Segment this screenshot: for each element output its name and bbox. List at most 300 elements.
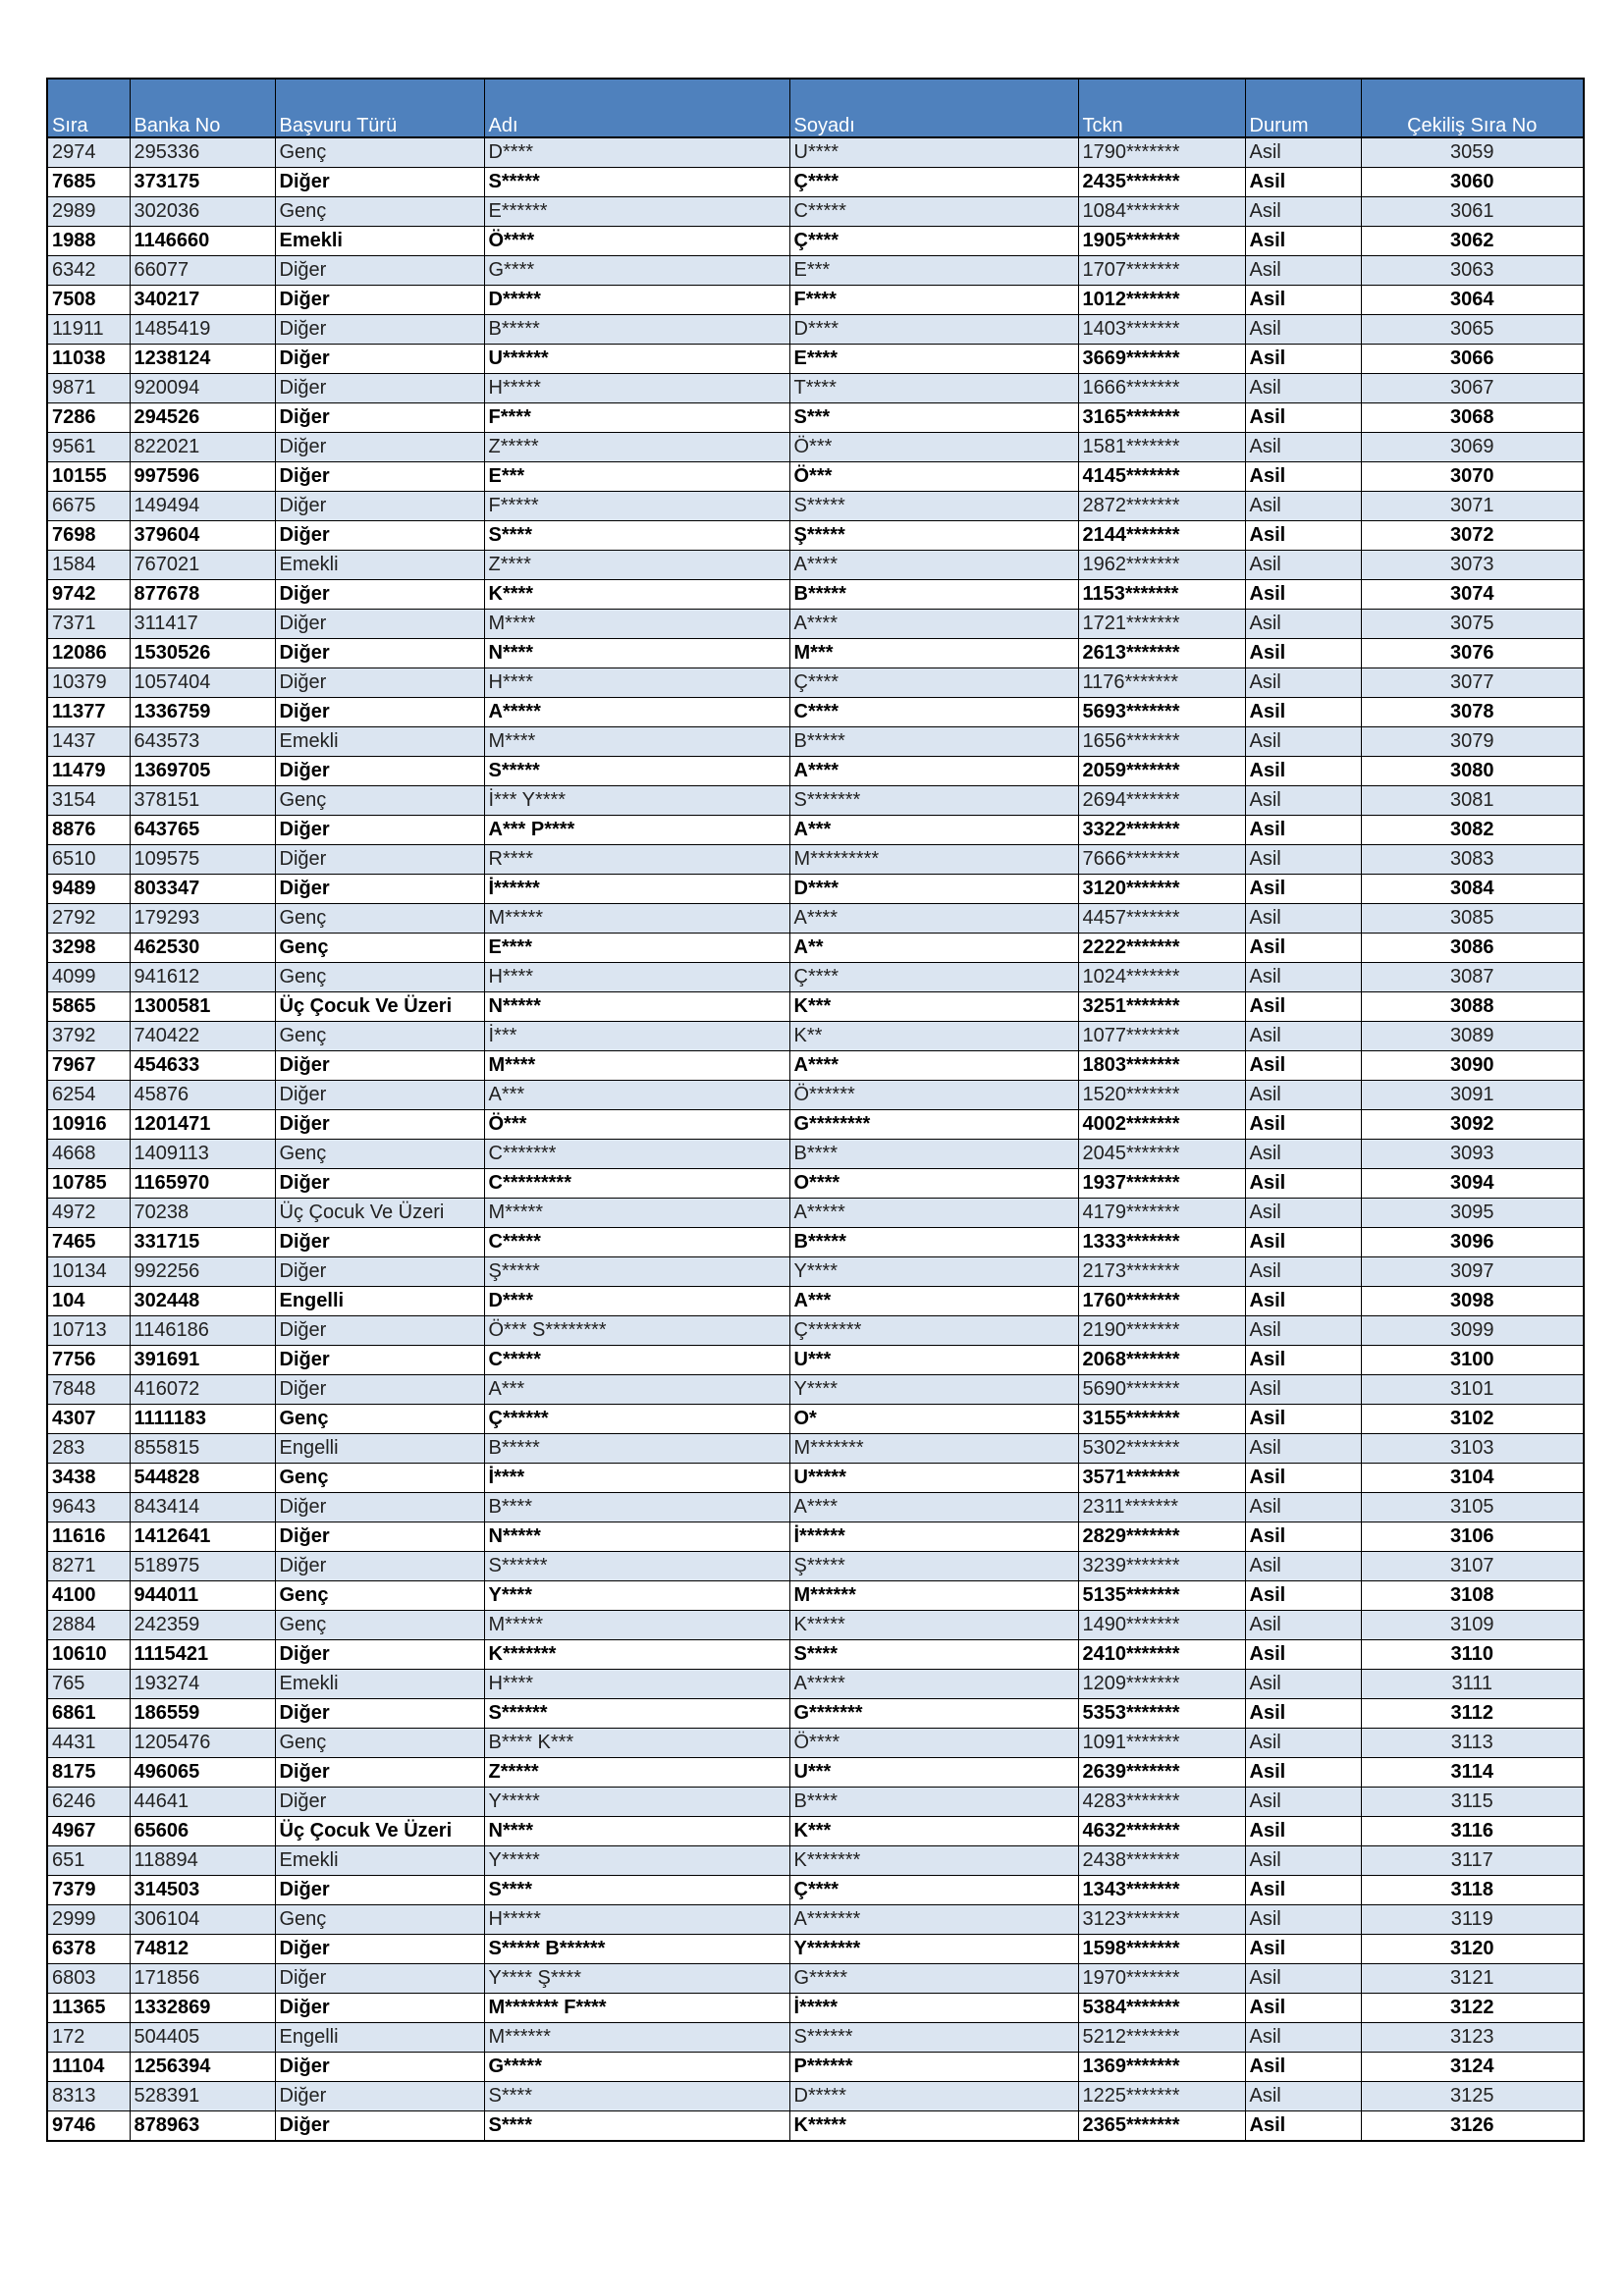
cell-tckn: 5384*******: [1078, 1994, 1245, 2023]
cell-cekilis-sira-no: 3113: [1361, 1729, 1584, 1758]
table-row: [47, 845, 1584, 875]
table-row: [47, 1110, 1584, 1140]
cell-cekilis-sira-no: 3080: [1361, 757, 1584, 786]
cell-soyadi: K*******: [789, 1846, 1078, 1876]
cell-basvuru-turu: Genç: [275, 1022, 484, 1051]
cell-sira: 8271: [47, 1552, 130, 1581]
cell-soyadi: M******: [789, 1581, 1078, 1611]
cell-durum: Asil: [1245, 551, 1361, 580]
cell-durum: Asil: [1245, 1493, 1361, 1522]
cell-soyadi: Ş*****: [789, 1552, 1078, 1581]
results-table: [46, 78, 1585, 2142]
cell-durum: Asil: [1245, 1522, 1361, 1552]
cell-cekilis-sira-no: 3065: [1361, 315, 1584, 345]
cell-adi: F*****: [484, 492, 789, 521]
cell-tckn: 5135*******: [1078, 1581, 1245, 1611]
cell-cekilis-sira-no: 3083: [1361, 845, 1584, 875]
cell-basvuru-turu: Engelli: [275, 1434, 484, 1464]
cell-cekilis-sira-no: 3093: [1361, 1140, 1584, 1169]
cell-sira: 10379: [47, 668, 130, 698]
cell-durum: Asil: [1245, 845, 1361, 875]
cell-adi: G*****: [484, 2053, 789, 2082]
cell-sira: 6246: [47, 1788, 130, 1817]
cell-basvuru-turu: Diğer: [275, 1935, 484, 1964]
cell-basvuru-turu: Diğer: [275, 433, 484, 462]
cell-basvuru-turu: Diğer: [275, 1758, 484, 1788]
cell-adi: H****: [484, 668, 789, 698]
cell-adi: Ş*****: [484, 1257, 789, 1287]
cell-soyadi: A**: [789, 934, 1078, 963]
cell-soyadi: Ö******: [789, 1081, 1078, 1110]
cell-tckn: 1369*******: [1078, 2053, 1245, 2082]
cell-adi: S******: [484, 1699, 789, 1729]
cell-durum: Asil: [1245, 1935, 1361, 1964]
cell-soyadi: Ö***: [789, 433, 1078, 462]
cell-banka-no: 379604: [130, 521, 275, 551]
cell-durum: Asil: [1245, 1434, 1361, 1464]
cell-basvuru-turu: Diğer: [275, 1699, 484, 1729]
cell-tckn: 2410*******: [1078, 1640, 1245, 1670]
cell-soyadi: B*****: [789, 727, 1078, 757]
cell-banka-no: 1369705: [130, 757, 275, 786]
cell-adi: Ö***: [484, 1110, 789, 1140]
cell-sira: 2792: [47, 904, 130, 934]
cell-cekilis-sira-no: 3106: [1361, 1522, 1584, 1552]
cell-adi: H****: [484, 1670, 789, 1699]
table-row: [47, 610, 1584, 639]
cell-basvuru-turu: Diğer: [275, 639, 484, 668]
cell-adi: A***: [484, 1375, 789, 1405]
cell-durum: Asil: [1245, 1846, 1361, 1876]
cell-soyadi: U*****: [789, 1464, 1078, 1493]
table-row: [47, 315, 1584, 345]
cell-sira: 172: [47, 2023, 130, 2053]
cell-tckn: 2438*******: [1078, 1846, 1245, 1876]
cell-cekilis-sira-no: 3095: [1361, 1199, 1584, 1228]
cell-sira: 3792: [47, 1022, 130, 1051]
cell-soyadi: K*****: [789, 2111, 1078, 2142]
cell-durum: Asil: [1245, 1051, 1361, 1081]
cell-cekilis-sira-no: 3062: [1361, 227, 1584, 256]
cell-durum: Asil: [1245, 1905, 1361, 1935]
cell-cekilis-sira-no: 3090: [1361, 1051, 1584, 1081]
table-row: [47, 1464, 1584, 1493]
cell-soyadi: A*****: [789, 1199, 1078, 1228]
table-row: [47, 1758, 1584, 1788]
cell-sira: 10785: [47, 1169, 130, 1199]
cell-basvuru-turu: Diğer: [275, 492, 484, 521]
cell-banka-no: 1300581: [130, 992, 275, 1022]
cell-cekilis-sira-no: 3115: [1361, 1788, 1584, 1817]
cell-sira: 7756: [47, 1346, 130, 1375]
cell-cekilis-sira-no: 3104: [1361, 1464, 1584, 1493]
cell-durum: Asil: [1245, 1699, 1361, 1729]
column-header-adi: Adı: [484, 79, 789, 137]
cell-soyadi: O****: [789, 1169, 1078, 1199]
cell-tckn: 1024*******: [1078, 963, 1245, 992]
cell-soyadi: Ç****: [789, 1876, 1078, 1905]
cell-basvuru-turu: Diğer: [275, 2111, 484, 2142]
cell-adi: H*****: [484, 1905, 789, 1935]
cell-soyadi: Ç*******: [789, 1316, 1078, 1346]
table-row: [47, 492, 1584, 521]
cell-durum: Asil: [1245, 1994, 1361, 2023]
cell-sira: 9871: [47, 374, 130, 403]
cell-sira: 8876: [47, 816, 130, 845]
cell-basvuru-turu: Engelli: [275, 2023, 484, 2053]
cell-banka-no: 118894: [130, 1846, 275, 1876]
cell-soyadi: Y****: [789, 1375, 1078, 1405]
cell-adi: N****: [484, 639, 789, 668]
cell-cekilis-sira-no: 3124: [1361, 2053, 1584, 2082]
table-row: [47, 1257, 1584, 1287]
cell-sira: 9561: [47, 433, 130, 462]
cell-tckn: 1153*******: [1078, 580, 1245, 610]
cell-tckn: 3155*******: [1078, 1405, 1245, 1434]
cell-banka-no: 186559: [130, 1699, 275, 1729]
cell-adi: N*****: [484, 992, 789, 1022]
cell-basvuru-turu: Diğer: [275, 374, 484, 403]
cell-adi: U******: [484, 345, 789, 374]
cell-durum: Asil: [1245, 1552, 1361, 1581]
cell-durum: Asil: [1245, 492, 1361, 521]
table-row: [47, 1699, 1584, 1729]
cell-cekilis-sira-no: 3094: [1361, 1169, 1584, 1199]
cell-basvuru-turu: Diğer: [275, 1316, 484, 1346]
cell-durum: Asil: [1245, 1228, 1361, 1257]
table-row: [47, 1640, 1584, 1670]
cell-tckn: 2365*******: [1078, 2111, 1245, 2142]
cell-tckn: 3165*******: [1078, 403, 1245, 433]
cell-banka-no: 822021: [130, 433, 275, 462]
cell-tckn: 1962*******: [1078, 551, 1245, 580]
cell-durum: Asil: [1245, 315, 1361, 345]
cell-soyadi: P******: [789, 2053, 1078, 2082]
cell-soyadi: K**: [789, 1022, 1078, 1051]
table-row: [47, 639, 1584, 668]
cell-sira: 12086: [47, 639, 130, 668]
cell-durum: Asil: [1245, 1464, 1361, 1493]
cell-cekilis-sira-no: 3086: [1361, 934, 1584, 963]
cell-soyadi: U****: [789, 137, 1078, 168]
cell-basvuru-turu: Diğer: [275, 345, 484, 374]
cell-basvuru-turu: Diğer: [275, 1375, 484, 1405]
cell-adi: N*****: [484, 1522, 789, 1552]
cell-basvuru-turu: Diğer: [275, 1257, 484, 1287]
table-row: [47, 875, 1584, 904]
cell-durum: Asil: [1245, 816, 1361, 845]
cell-adi: C*****: [484, 1228, 789, 1257]
cell-sira: 2999: [47, 1905, 130, 1935]
cell-adi: M****: [484, 727, 789, 757]
cell-sira: 9643: [47, 1493, 130, 1522]
cell-soyadi: M*********: [789, 845, 1078, 875]
cell-cekilis-sira-no: 3088: [1361, 992, 1584, 1022]
cell-adi: E***: [484, 462, 789, 492]
cell-banka-no: 66077: [130, 256, 275, 286]
cell-sira: 8175: [47, 1758, 130, 1788]
cell-cekilis-sira-no: 3114: [1361, 1758, 1584, 1788]
cell-banka-no: 179293: [130, 904, 275, 934]
cell-banka-no: 331715: [130, 1228, 275, 1257]
cell-soyadi: D*****: [789, 2082, 1078, 2111]
cell-durum: Asil: [1245, 610, 1361, 639]
cell-basvuru-turu: Diğer: [275, 1876, 484, 1905]
cell-sira: 10713: [47, 1316, 130, 1346]
cell-sira: 6861: [47, 1699, 130, 1729]
cell-tckn: 1084*******: [1078, 197, 1245, 227]
cell-adi: Z****: [484, 551, 789, 580]
cell-sira: 4431: [47, 1729, 130, 1758]
table-row: [47, 1434, 1584, 1464]
cell-banka-no: 1256394: [130, 2053, 275, 2082]
cell-soyadi: İ******: [789, 1522, 1078, 1552]
cell-basvuru-turu: Genç: [275, 1905, 484, 1935]
table-row: [47, 1788, 1584, 1817]
cell-durum: Asil: [1245, 963, 1361, 992]
cell-adi: S****: [484, 521, 789, 551]
cell-soyadi: G********: [789, 1110, 1078, 1140]
table-row: [47, 1140, 1584, 1169]
cell-cekilis-sira-no: 3059: [1361, 137, 1584, 168]
cell-durum: Asil: [1245, 1876, 1361, 1905]
cell-tckn: 2190*******: [1078, 1316, 1245, 1346]
cell-adi: A*****: [484, 698, 789, 727]
cell-sira: 10155: [47, 462, 130, 492]
cell-sira: 9489: [47, 875, 130, 904]
cell-banka-no: 1336759: [130, 698, 275, 727]
cell-cekilis-sira-no: 3100: [1361, 1346, 1584, 1375]
cell-basvuru-turu: Üç Çocuk Ve Üzeri: [275, 992, 484, 1022]
cell-tckn: 2829*******: [1078, 1522, 1245, 1552]
cell-soyadi: M***: [789, 639, 1078, 668]
cell-soyadi: U***: [789, 1758, 1078, 1788]
cell-sira: 4307: [47, 1405, 130, 1434]
cell-tckn: 2045*******: [1078, 1140, 1245, 1169]
cell-tckn: 1721*******: [1078, 610, 1245, 639]
cell-tckn: 1209*******: [1078, 1670, 1245, 1699]
cell-durum: Asil: [1245, 1405, 1361, 1434]
cell-sira: 6342: [47, 256, 130, 286]
cell-tckn: 5693*******: [1078, 698, 1245, 727]
cell-soyadi: M*******: [789, 1434, 1078, 1464]
cell-basvuru-turu: Diğer: [275, 1788, 484, 1817]
cell-adi: S***** B******: [484, 1935, 789, 1964]
cell-tckn: 1803*******: [1078, 1051, 1245, 1081]
cell-basvuru-turu: Diğer: [275, 875, 484, 904]
cell-adi: Z*****: [484, 433, 789, 462]
cell-sira: 1584: [47, 551, 130, 580]
cell-tckn: 1656*******: [1078, 727, 1245, 757]
cell-banka-no: 941612: [130, 963, 275, 992]
cell-durum: Asil: [1245, 580, 1361, 610]
cell-banka-no: 1057404: [130, 668, 275, 698]
cell-tckn: 5212*******: [1078, 2023, 1245, 2053]
cell-adi: M******* F****: [484, 1994, 789, 2023]
cell-durum: Asil: [1245, 2053, 1361, 2082]
cell-cekilis-sira-no: 3073: [1361, 551, 1584, 580]
cell-durum: Asil: [1245, 1287, 1361, 1316]
cell-sira: 1988: [47, 227, 130, 256]
cell-basvuru-turu: Diğer: [275, 1346, 484, 1375]
cell-soyadi: D****: [789, 315, 1078, 345]
cell-soyadi: E****: [789, 345, 1078, 374]
cell-cekilis-sira-no: 3110: [1361, 1640, 1584, 1670]
cell-tckn: 5353*******: [1078, 1699, 1245, 1729]
cell-basvuru-turu: Genç: [275, 963, 484, 992]
cell-basvuru-turu: Diğer: [275, 845, 484, 875]
cell-sira: 9742: [47, 580, 130, 610]
cell-banka-no: 302036: [130, 197, 275, 227]
cell-sira: 104: [47, 1287, 130, 1316]
table-row: [47, 727, 1584, 757]
cell-sira: 3298: [47, 934, 130, 963]
cell-durum: Asil: [1245, 1081, 1361, 1110]
cell-adi: H****: [484, 963, 789, 992]
column-header-durum: Durum: [1245, 79, 1361, 137]
table-row: [47, 786, 1584, 816]
table-row: [47, 992, 1584, 1022]
cell-cekilis-sira-no: 3107: [1361, 1552, 1584, 1581]
cell-soyadi: Ç****: [789, 668, 1078, 698]
cell-cekilis-sira-no: 3061: [1361, 197, 1584, 227]
cell-cekilis-sira-no: 3105: [1361, 1493, 1584, 1522]
column-header-soyadi: Soyadı: [789, 79, 1078, 137]
cell-soyadi: T****: [789, 374, 1078, 403]
cell-durum: Asil: [1245, 1257, 1361, 1287]
cell-cekilis-sira-no: 3091: [1361, 1081, 1584, 1110]
cell-cekilis-sira-no: 3097: [1361, 1257, 1584, 1287]
cell-adi: S******: [484, 1552, 789, 1581]
cell-cekilis-sira-no: 3112: [1361, 1699, 1584, 1729]
cell-basvuru-turu: Genç: [275, 1729, 484, 1758]
cell-basvuru-turu: Diğer: [275, 1994, 484, 2023]
cell-soyadi: S*******: [789, 786, 1078, 816]
cell-tckn: 2222*******: [1078, 934, 1245, 963]
cell-cekilis-sira-no: 3066: [1361, 345, 1584, 374]
cell-durum: Asil: [1245, 1581, 1361, 1611]
cell-sira: 7508: [47, 286, 130, 315]
cell-adi: N****: [484, 1817, 789, 1846]
table-row: [47, 668, 1584, 698]
cell-adi: S****: [484, 2082, 789, 2111]
cell-sira: 3438: [47, 1464, 130, 1493]
table-row: [47, 1405, 1584, 1434]
cell-sira: 4100: [47, 1581, 130, 1611]
cell-basvuru-turu: Diğer: [275, 521, 484, 551]
cell-tckn: 2613*******: [1078, 639, 1245, 668]
cell-adi: A***: [484, 1081, 789, 1110]
cell-durum: Asil: [1245, 904, 1361, 934]
cell-durum: Asil: [1245, 1316, 1361, 1346]
cell-cekilis-sira-no: 3070: [1361, 462, 1584, 492]
cell-cekilis-sira-no: 3067: [1361, 374, 1584, 403]
cell-sira: 7848: [47, 1375, 130, 1405]
cell-tckn: 1225*******: [1078, 2082, 1245, 2111]
cell-basvuru-turu: Diğer: [275, 1169, 484, 1199]
cell-banka-no: 1146186: [130, 1316, 275, 1346]
cell-cekilis-sira-no: 3087: [1361, 963, 1584, 992]
cell-cekilis-sira-no: 3121: [1361, 1964, 1584, 1994]
cell-sira: 4668: [47, 1140, 130, 1169]
cell-sira: 6675: [47, 492, 130, 521]
cell-sira: 9746: [47, 2111, 130, 2142]
table-row: [47, 580, 1584, 610]
cell-tckn: 1490*******: [1078, 1611, 1245, 1640]
table-row: [47, 1935, 1584, 1964]
cell-adi: Y*****: [484, 1788, 789, 1817]
column-header-basvuru-turu: Başvuru Türü: [275, 79, 484, 137]
cell-adi: Y*****: [484, 1846, 789, 1876]
cell-sira: 4967: [47, 1817, 130, 1846]
cell-basvuru-turu: Emekli: [275, 1846, 484, 1876]
table-row: [47, 1199, 1584, 1228]
cell-tckn: 2872*******: [1078, 492, 1245, 521]
cell-basvuru-turu: Diğer: [275, 462, 484, 492]
cell-adi: E****: [484, 934, 789, 963]
cell-basvuru-turu: Genç: [275, 1464, 484, 1493]
cell-cekilis-sira-no: 3060: [1361, 168, 1584, 197]
cell-sira: 10916: [47, 1110, 130, 1140]
table-row: [47, 1493, 1584, 1522]
cell-soyadi: C*****: [789, 197, 1078, 227]
cell-soyadi: S*****: [789, 492, 1078, 521]
cell-banka-no: 171856: [130, 1964, 275, 1994]
table-row: [47, 286, 1584, 315]
cell-soyadi: A****: [789, 1051, 1078, 1081]
table-row: [47, 2111, 1584, 2142]
cell-sira: 3154: [47, 786, 130, 816]
table-row: [47, 1905, 1584, 1935]
table-row: [47, 1346, 1584, 1375]
cell-basvuru-turu: Genç: [275, 786, 484, 816]
cell-soyadi: A****: [789, 757, 1078, 786]
cell-banka-no: 149494: [130, 492, 275, 521]
cell-durum: Asil: [1245, 256, 1361, 286]
cell-cekilis-sira-no: 3098: [1361, 1287, 1584, 1316]
cell-adi: S*****: [484, 757, 789, 786]
cell-soyadi: A***: [789, 816, 1078, 845]
table-row: [47, 256, 1584, 286]
cell-banka-no: 44641: [130, 1788, 275, 1817]
table-row: [47, 2023, 1584, 2053]
table-row: [47, 521, 1584, 551]
cell-durum: Asil: [1245, 1110, 1361, 1140]
cell-banka-no: 378151: [130, 786, 275, 816]
cell-sira: 6254: [47, 1081, 130, 1110]
cell-basvuru-turu: Diğer: [275, 698, 484, 727]
table-row: [47, 1169, 1584, 1199]
table-row: [47, 462, 1584, 492]
table-header: [47, 79, 1584, 137]
cell-soyadi: Ö****: [789, 1729, 1078, 1758]
cell-banka-no: 1412641: [130, 1522, 275, 1552]
cell-banka-no: 416072: [130, 1375, 275, 1405]
cell-adi: B**** K***: [484, 1729, 789, 1758]
cell-soyadi: Ç****: [789, 227, 1078, 256]
table-row: [47, 1051, 1584, 1081]
cell-cekilis-sira-no: 3068: [1361, 403, 1584, 433]
cell-soyadi: Y*******: [789, 1935, 1078, 1964]
cell-soyadi: E***: [789, 256, 1078, 286]
cell-tckn: 1581*******: [1078, 433, 1245, 462]
cell-cekilis-sira-no: 3108: [1361, 1581, 1584, 1611]
table-row: [47, 137, 1584, 168]
cell-adi: B*****: [484, 1434, 789, 1464]
cell-soyadi: B*****: [789, 580, 1078, 610]
cell-soyadi: G*****: [789, 1964, 1078, 1994]
cell-durum: Asil: [1245, 1346, 1361, 1375]
